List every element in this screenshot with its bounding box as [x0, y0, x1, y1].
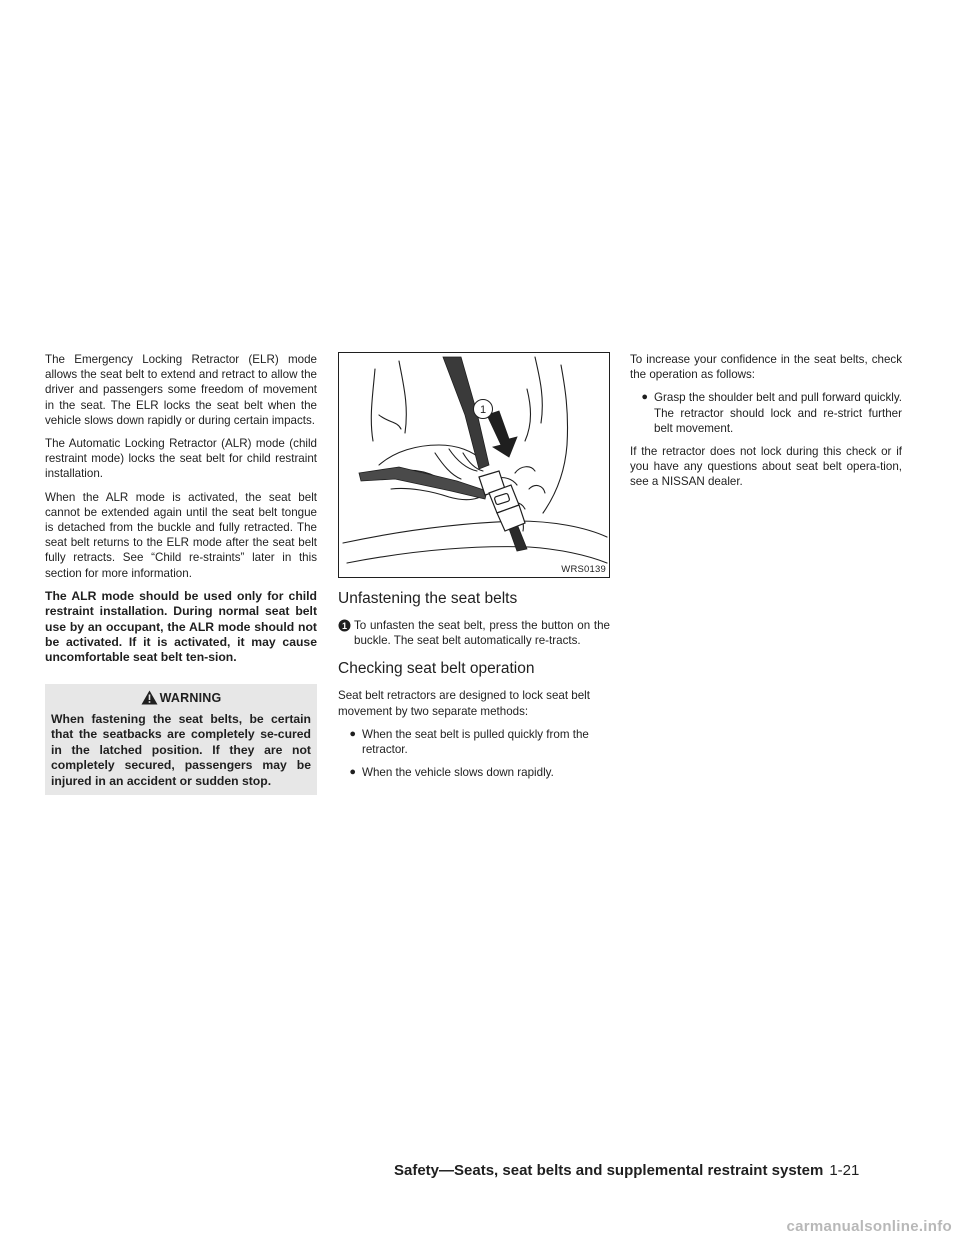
list-item: ● When the seat belt is pulled quickly from the retractor. — [338, 727, 610, 757]
alr-paragraph: The Automatic Locking Retractor (ALR) mode (child restraint mode) locks the seat belt for child restraint installation. — [45, 437, 317, 481]
figure-callout-number: 1 — [479, 404, 487, 416]
warning-title: WARNING — [159, 690, 222, 705]
watermark: carmanualsonline.info — [786, 1218, 952, 1235]
heading-unfastening: Unfastening the seat belts — [338, 590, 518, 607]
column-left — [45, 352, 317, 795]
bullet-icon: ● — [641, 391, 648, 404]
column-right — [630, 352, 902, 498]
check-list — [630, 390, 902, 436]
step-marker-number: 1 — [341, 621, 348, 631]
method-list — [338, 727, 610, 781]
warning-header — [45, 684, 317, 712]
bullet-icon: ● — [349, 766, 356, 779]
confidence-intro: To increase your confidence in the seat belts, check the operation as follows: — [630, 353, 902, 382]
list-item: ● When the vehicle slows down rapidly. — [338, 765, 610, 780]
bullet-icon: ● — [349, 727, 356, 740]
dealer-paragraph: If the retractor does not lock during this check or if you have any questions about seat belt opera-tion, see a NISSAN dealer. — [630, 445, 902, 489]
list-item: ● Grasp the shoulder belt and pull forward quickly. The retractor should lock and re-strict further belt movement. — [630, 390, 902, 436]
buckle-drawing — [339, 353, 609, 577]
warning-box — [45, 684, 317, 795]
alr-usage-note: The ALR mode should be used only for child restraint installation. During normal seat belt use by an occupant, the ALR mode should not be activated. If it is activated, it may cause uncomfortable seat belt ten-sion. — [45, 588, 317, 665]
page-footer — [394, 1162, 859, 1179]
step-text: To unfasten the seat belt, press the button on the buckle. The seat belt automatically re-tracts. — [354, 619, 610, 648]
alr-activation-paragraph: When the ALR mode is activated, the seat belt cannot be extended again until the seat belt tongue is detached from the buckle and fully retracted. The seat belt returns to the ELR mode after the seat belt fully retracts. See “Child re-straints” later in this section for more information. — [45, 490, 317, 580]
section-title: Safety—Seats, seat belts and supplemental restraint system — [394, 1162, 824, 1179]
page-number: 1-21 — [829, 1162, 860, 1179]
figure-code: WRS0139 — [561, 564, 606, 575]
warning-text: When fastening the seat belts, be certain that the seatbacks are completely se-cured in the latched position. If they are not completely secured, passengers may be injured in an accident or sudden stop. — [45, 712, 317, 795]
elr-paragraph: The Emergency Locking Retractor (ELR) mode allows the seat belt to extend and retract to allow the driver and passengers some freedom of movement in the seat. The ELR locks the seat belt when the vehicle slows down rapidly or during certain impacts. — [45, 353, 317, 427]
heading-checking: Checking seat belt operation — [338, 660, 535, 678]
column-middle — [338, 352, 610, 788]
step-item — [338, 618, 610, 648]
checking-intro: Seat belt retractors are designed to lock seat belt movement by two separate methods: — [338, 689, 590, 718]
circled-number-icon — [338, 618, 354, 648]
seat-belt-illustration — [338, 352, 610, 578]
warning-triangle-icon — [141, 690, 158, 705]
